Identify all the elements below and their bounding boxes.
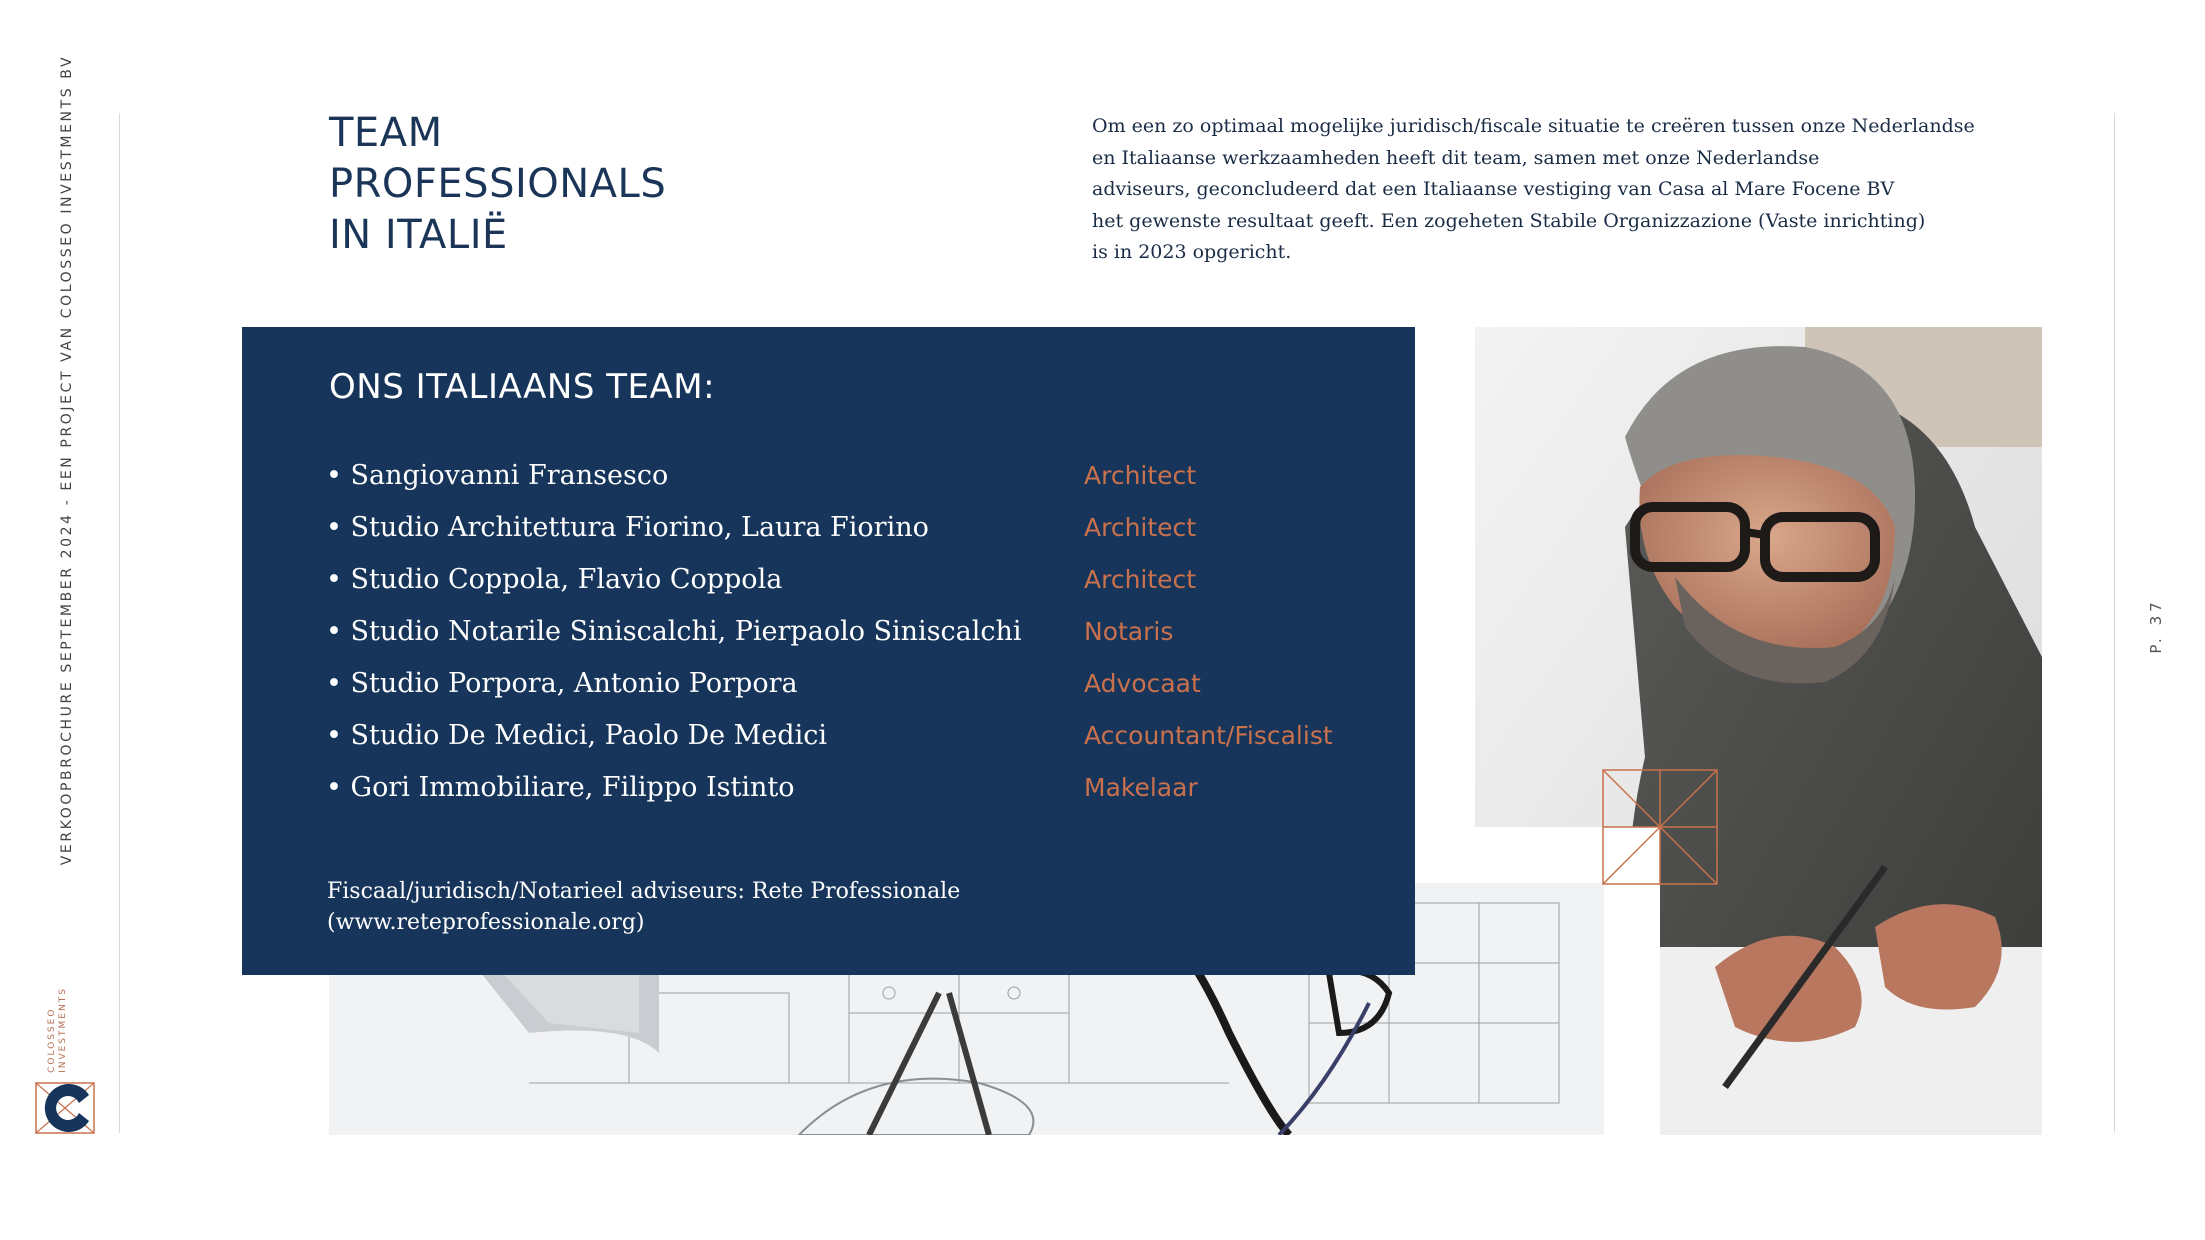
list-item	[326, 504, 1376, 556]
intro-line: Om een zo optimaal mogelijke juridisch/fiscale situatie te creëren tussen onze Nederlandse	[1092, 115, 1975, 137]
member-role: Advocaat	[1084, 669, 1201, 698]
geometric-square-ornament-icon	[1602, 769, 1718, 885]
logo-wordmark	[47, 987, 69, 1073]
advisors-line: Fiscaal/juridisch/Notarieel adviseurs: Rete Professionale	[327, 879, 961, 904]
team-heading: ONS ITALIAANS TEAM:	[329, 367, 716, 407]
member-name: • Studio Architettura Fiorino, Laura Fiorino	[326, 512, 929, 543]
member-name: • Studio Porpora, Antonio Porpora	[326, 668, 798, 699]
member-role: Makelaar	[1084, 773, 1198, 802]
member-name: • Studio Coppola, Flavio Coppola	[326, 564, 783, 595]
list-item	[326, 608, 1376, 660]
page-title-line3: IN ITALIË	[329, 212, 508, 258]
member-name: • Studio De Medici, Paolo De Medici	[326, 720, 827, 751]
member-role: Accountant/Fiscalist	[1084, 721, 1333, 750]
team-list	[326, 452, 1376, 816]
logo-wordmark-line1: COLOSSEO	[47, 1007, 57, 1073]
advisors-website[interactable]: (www.reteprofessionale.org)	[327, 910, 645, 935]
page-title	[329, 108, 666, 261]
right-margin-rule	[2114, 113, 2115, 1133]
intro-line: adviseurs, geconcludeerd dat een Italiaanse vestiging van Casa al Mare Focene BV	[1092, 178, 1895, 200]
list-item	[326, 712, 1376, 764]
left-margin-rule	[119, 113, 120, 1133]
intro-line: is in 2023 opgericht.	[1092, 241, 1292, 263]
member-name: • Sangiovanni Fransesco	[326, 460, 669, 491]
member-name: • Studio Notarile Siniscalchi, Pierpaolo Siniscalchi	[326, 616, 1022, 647]
list-item	[326, 452, 1376, 504]
member-role: Notaris	[1084, 617, 1174, 646]
member-name: • Gori Immobiliare, Filippo Istinto	[326, 772, 795, 803]
brochure-vertical-label: VERKOOPBROCHURE SEPTEMBER 2024 - EEN PROJECT VAN COLOSSEO INVESTMENTS BV	[59, 54, 75, 866]
member-role: Architect	[1084, 565, 1197, 594]
advisors-note	[327, 876, 1027, 938]
logo-wordmark-line2: INVESTMENTS	[58, 987, 68, 1073]
intro-paragraph	[1092, 111, 1975, 269]
page-title-line1: TEAM	[329, 110, 443, 156]
member-role: Architect	[1084, 513, 1197, 542]
member-role: Architect	[1084, 461, 1197, 490]
colosseo-logo-icon	[33, 985, 105, 1135]
list-item	[326, 660, 1376, 712]
intro-line: en Italiaanse werkzaamheden heeft dit team, samen met onze Nederlandse	[1092, 146, 1820, 169]
page-title-line2: PROFESSIONALS	[329, 161, 667, 207]
list-item	[326, 764, 1376, 816]
list-item	[326, 556, 1376, 608]
intro-line: het gewenste resultaat geeft. Een zogeheten Stabile Organizzazione (Vaste inrichting)	[1092, 209, 1926, 232]
page-number: P. 37	[2147, 598, 2165, 654]
